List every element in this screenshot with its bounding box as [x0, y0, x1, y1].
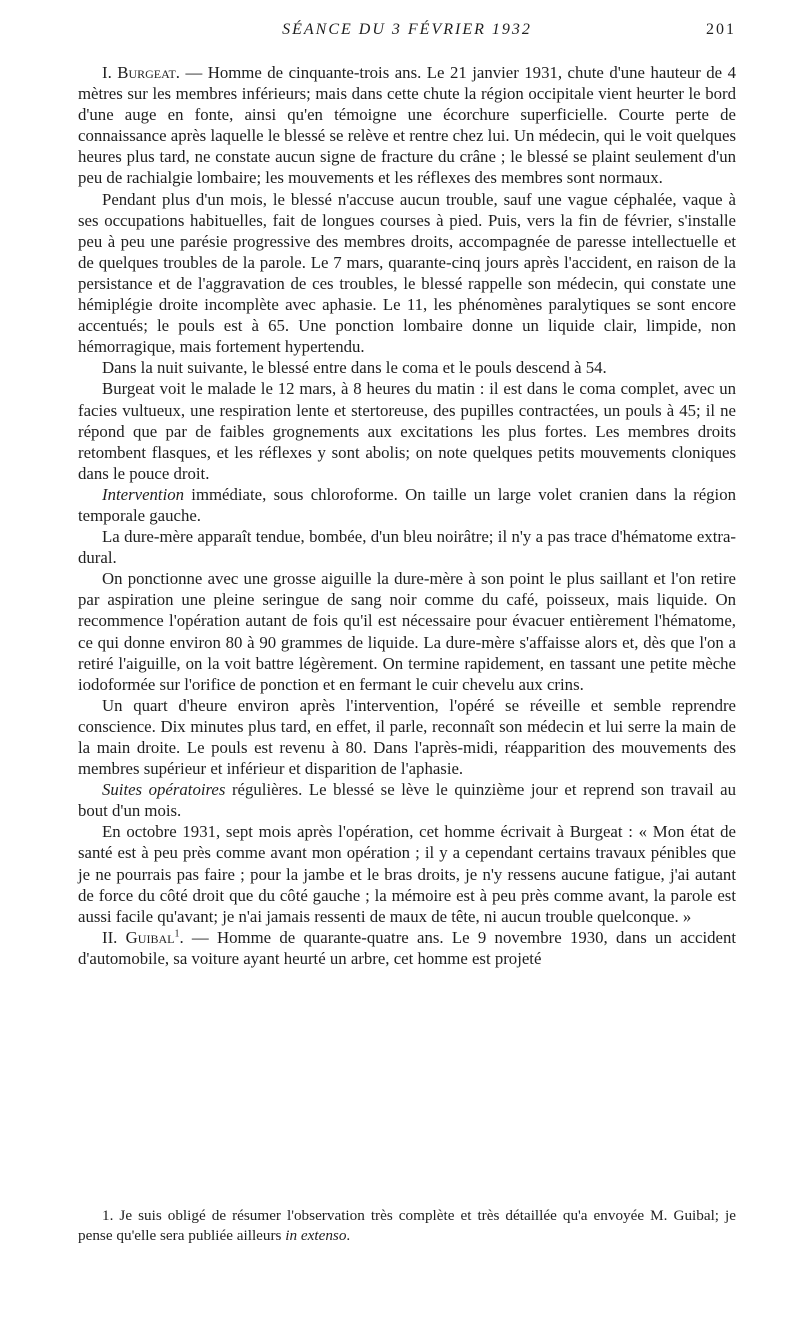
case1-paragraph-5	[78, 484, 736, 526]
page-header	[78, 21, 736, 45]
case1-paragraph-4: Burgeat voit le malade le 12 mars, à 8 heures du matin : il est dans le coma complet, avec un facies vultueux, une respiration lente et stertoreuse, des pupilles contractées, un pouls à 45; il ne répond que par de faibles grognements aux excitations les plus fortes. Les membres droits retombent flasques, et les réflexes y sont abolis; on note quelques petits mouvements cloniques dans le pouce droit.	[78, 379, 736, 483]
footnote-reference: 1	[174, 928, 180, 940]
footnote-marker: 1.	[102, 1207, 120, 1224]
footnotes	[78, 1206, 736, 1246]
intervention-heading: Intervention	[102, 484, 185, 504]
case2-author: Guibal	[125, 927, 175, 947]
case1-text-1: . — Homme de cinquante-trois ans. Le 21 janvier 1931, chute d'une hauteur de 4 mètres sur les membres inférieurs; mais dans cette chute la région occipitale vient heurter le bord d'une auge en fonte, ainsi qu'en témoigne une écorchure superficielle. Courte perte de connaissance après laquelle le blessé se relève et rentre chez lui. Un médecin, qui le voit quelques heures plus tard, ne constate aucun signe de fracture du crâne ; le blessé se plaint seulement d'un peu de rachialgie lombaire; les mouvements et les réflexes des membres sont normaux.	[78, 63, 736, 188]
case1-paragraph-3: Dans la nuit suivante, le blessé entre dans le coma et le pouls descend à 54.	[102, 358, 607, 378]
case1-paragraph-7: On ponctionne avec une grosse aiguille la dure-mère à son point le plus saillant et l'on retire par aspiration une pleine seringue de sang noir comme du café, poisseux, mais liquide. On recommence l'opération autant de fois qu'il est nécessaire pour évacuer entièrement l'hématome, ce qui donne environ 80 à 90 grammes de liquide. La dure-mère s'affaisse alors et, dès que l'on a retiré l'aiguille, on la voit battre légèrement. On termine rapidement, en tassant une petite mèche iodoformée sur l'orifice de ponction et en fermant le cuir chevelu aux crins.	[78, 569, 736, 694]
case1-author: Burgeat	[117, 63, 176, 82]
case1-paragraph-1	[78, 62, 736, 189]
case2-number: II.	[102, 927, 126, 947]
running-title: SÉANCE DU 3 FÉVRIER 1932	[282, 21, 532, 38]
case1-paragraph-2: Pendant plus d'un mois, le blessé n'accuse aucun trouble, sauf une vague céphalée, vaque à ses occupations habituelles, fait de longues courses à pied. Puis, vers la fin de février, s'installe peu à peu une parésie progressive des membres droits, accompagnée de paresse intellectuelle et de quelques troubles de la parole. Le 7 mars, quarante-cinq jours après l'accident, en raison de la persistance et de l'aggravation de ces troubles, le blessé rappelle son médecin, qui constate une hémiplégie droite incomplète avec aphasie. Le 11, les phénomènes paralytiques se sont encore accentués; le pouls est à 65. Une ponction lombaire donne un liquide clair, limpide, non hémorragique, mais fortement hypertendu.	[78, 189, 736, 357]
footnote-1	[78, 1206, 736, 1246]
case1-text-5: immédiate, sous chloroforme. On taille un large volet cranien dans la région temporale gauche.	[78, 484, 736, 525]
case1-number: I.	[102, 63, 118, 82]
footnote-end: .	[346, 1227, 351, 1244]
suites-heading: Suites opératoires	[102, 780, 226, 800]
case1-paragraph-10: En octobre 1931, sept mois après l'opération, cet homme écrivait à Burgeat : « Mon état de santé est à peu près comme avant mon opération ; il y a cependant certains travaux pénibles que je ne pourrais pas faire ; pour la jambe et le bras droits, je n'y ressens aucune fatigue, j'ai autant de force du côté droit que du côté gauche ; la mémoire est à peu près comme avant, la parole est aussi facile qu'avant; je n'ai jamais ressenti de maux de tête, ni aucun trouble quelconque. »	[78, 822, 736, 926]
case2-paragraph-1	[78, 927, 736, 969]
page-number: 201	[706, 21, 736, 38]
footnote-text: Je suis obligé de résumer l'observation très complète et très détaillée qu'a envoyée M. Guibal; je pense qu'elle sera publiée ailleurs	[78, 1207, 737, 1244]
body-text	[78, 62, 736, 969]
case2-text-1: . — Homme de quarante-quatre ans. Le 9 novembre 1930, dans un accident d'automobile, sa voiture ayant heurté un arbre, cet homme est projeté	[78, 927, 736, 968]
case1-paragraph-8: Un quart d'heure environ après l'intervention, l'opéré se réveille et semble reprendre conscience. Dix minutes plus tard, en effet, il parle, reconnaît son médecin et lui serre la main de la main droite. Le pouls est revenu à 80. Dans l'après-midi, réapparition des mouvements des membres supérieur et inférieur et disparition de l'aphasie.	[78, 695, 736, 779]
case1-paragraph-6: La dure-mère apparaît tendue, bombée, d'un bleu noirâtre; il n'y a pas trace d'hématome extra-dural.	[78, 527, 736, 568]
case1-paragraph-9	[78, 779, 736, 821]
case1-text-9: régulières. Le blessé se lève le quinzième jour et reprend son travail au bout d'un mois.	[78, 780, 737, 821]
footnote-italic: in extenso	[285, 1227, 347, 1244]
